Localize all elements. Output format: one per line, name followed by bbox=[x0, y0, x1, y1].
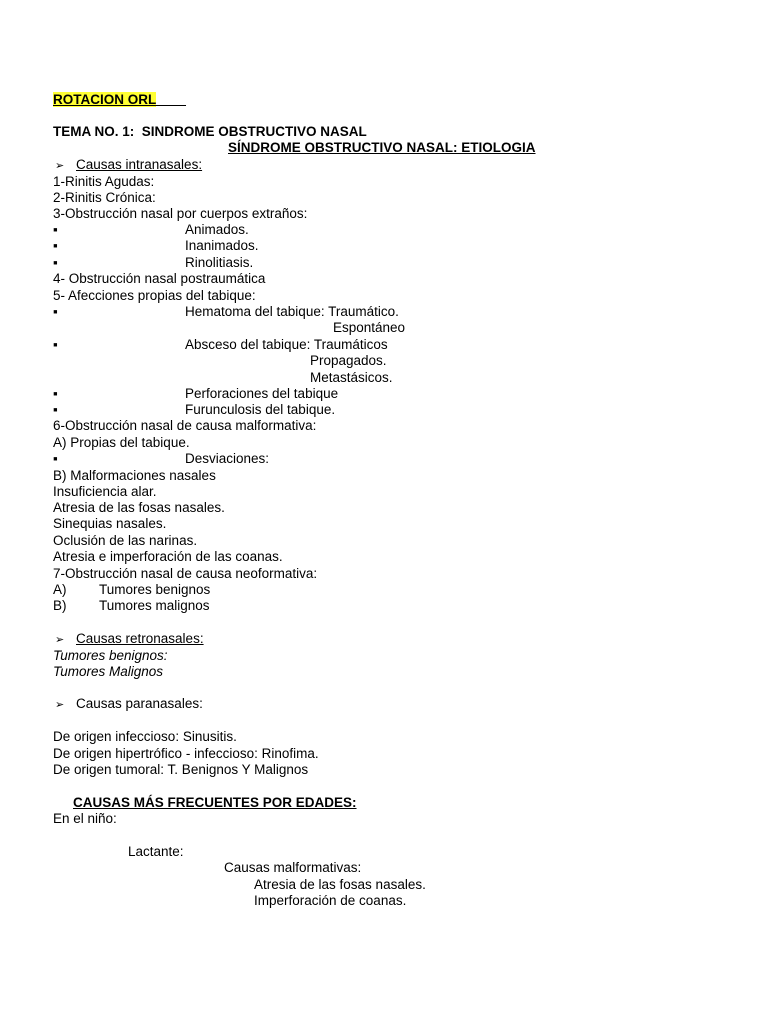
square-bullet-icon: ▪ bbox=[53, 386, 58, 401]
list-item: Metastásicos. bbox=[310, 370, 393, 385]
list-item: 4- Obstrucción nasal postraumática bbox=[53, 271, 266, 286]
list-marker: B) bbox=[53, 598, 67, 613]
list-item: Furunculosis del tabique. bbox=[185, 402, 336, 417]
list-item: Desviaciones: bbox=[185, 451, 270, 466]
list-item: Tumores malignos bbox=[99, 598, 210, 613]
list-item: Tumores benignos: bbox=[53, 648, 168, 663]
list-item: Atresia de las fosas nasales. bbox=[53, 500, 225, 515]
rotation-title-text: ROTACION ORL bbox=[53, 92, 156, 107]
arrow-bullet-icon: ➢ bbox=[55, 699, 65, 711]
list-item: Animados. bbox=[185, 222, 249, 237]
paranasal-heading: Causas paranasales: bbox=[76, 696, 203, 711]
square-bullet-icon: ▪ bbox=[53, 451, 58, 466]
rotation-title bbox=[53, 92, 186, 108]
list-item: Insuficiencia alar. bbox=[53, 484, 157, 499]
list-item: Espontáneo bbox=[333, 320, 406, 335]
square-bullet-icon: ▪ bbox=[53, 238, 58, 253]
list-item: Causas malformativas: bbox=[224, 860, 362, 875]
list-item: En el niño: bbox=[53, 811, 117, 826]
list-item: 1-Rinitis Agudas: bbox=[53, 174, 155, 189]
list-item: Tumores Malignos bbox=[53, 664, 164, 679]
rotation-title-underline bbox=[156, 92, 186, 107]
list-item: Rinolitiasis. bbox=[185, 255, 254, 270]
square-bullet-icon: ▪ bbox=[53, 402, 58, 417]
list-item: Atresia de las fosas nasales. bbox=[254, 877, 426, 892]
list-item: A) Propias del tabique. bbox=[53, 435, 190, 450]
list-item: Absceso del tabique: Traumáticos bbox=[185, 337, 388, 352]
square-bullet-icon: ▪ bbox=[53, 222, 58, 237]
list-item: B) Malformaciones nasales bbox=[53, 468, 216, 483]
list-item: Oclusión de las narinas. bbox=[53, 533, 198, 548]
list-item: De origen infeccioso: Sinusitis. bbox=[53, 729, 237, 744]
page-subtitle: SÍNDROME OBSTRUCTIVO NASAL: ETIOLOGIA bbox=[228, 140, 536, 155]
list-item: Hematoma del tabique: Traumático. bbox=[185, 304, 399, 319]
list-item: 7-Obstrucción nasal de causa neoformativa: bbox=[53, 566, 318, 581]
list-item: Inanimados. bbox=[185, 238, 259, 253]
list-item: Lactante: bbox=[128, 844, 184, 859]
intranasal-heading: Causas intranasales: bbox=[76, 157, 203, 172]
list-marker: A) bbox=[53, 582, 67, 597]
list-item: 2-Rinitis Crónica: bbox=[53, 190, 156, 205]
list-item: 5- Afecciones propias del tabique: bbox=[53, 288, 256, 303]
list-item: Sinequias nasales. bbox=[53, 516, 167, 531]
list-item: 3-Obstrucción nasal por cuerpos extraños: bbox=[53, 206, 308, 221]
list-item: Atresia e imperforación de las coanas. bbox=[53, 549, 283, 564]
list-item: De origen hipertrófico - infeccioso: Rinofima. bbox=[53, 746, 319, 761]
list-item: Imperforación de coanas. bbox=[254, 893, 407, 908]
arrow-bullet-icon: ➢ bbox=[55, 634, 65, 646]
ages-heading: CAUSAS MÁS FRECUENTES POR EDADES: bbox=[73, 795, 357, 810]
list-item: Tumores benignos bbox=[99, 582, 211, 597]
list-item: Perforaciones del tabique bbox=[185, 386, 339, 401]
retronasal-heading: Causas retronasales: bbox=[76, 631, 204, 646]
square-bullet-icon: ▪ bbox=[53, 337, 58, 352]
square-bullet-icon: ▪ bbox=[53, 304, 58, 319]
list-item: 6-Obstrucción nasal de causa malformativa: bbox=[53, 418, 317, 433]
list-item: De origen tumoral: T. Benignos Y Malignos bbox=[53, 762, 309, 777]
topic-title: TEMA NO. 1: SINDROME OBSTRUCTIVO NASAL bbox=[53, 124, 367, 139]
arrow-bullet-icon: ➢ bbox=[55, 160, 65, 172]
square-bullet-icon: ▪ bbox=[53, 255, 58, 270]
list-item: Propagados. bbox=[310, 353, 387, 368]
